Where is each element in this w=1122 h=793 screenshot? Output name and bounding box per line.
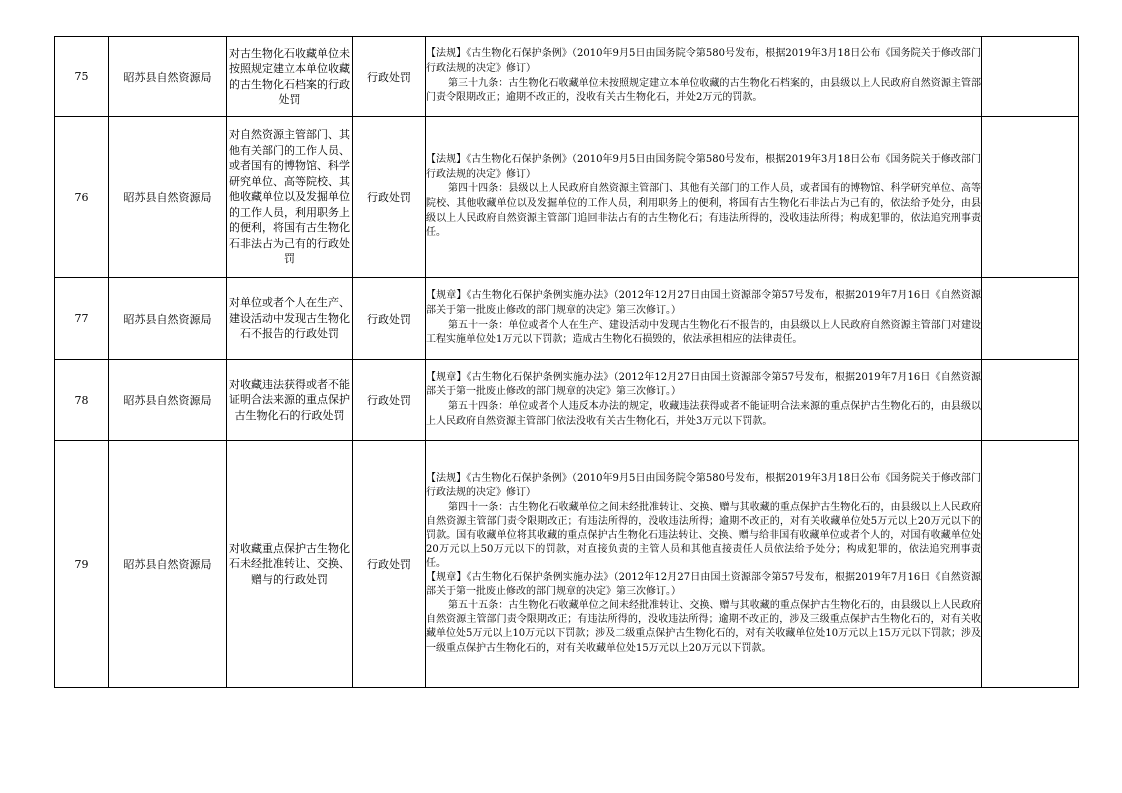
table-row: [55, 37, 1079, 117]
item-type-cell: 行政处罚: [353, 37, 426, 117]
department-cell: 昭苏县自然资源局: [109, 278, 227, 360]
basis-article: 第五十一条：单位或者个人在生产、建设活动中发现古生物化石不报告的，由县级以上人民政府自然资源主管部门对建设工程实施单位处1万元以下罚款；造成古生物化石损毁的，依法承担相应的法律责任。: [426, 319, 981, 346]
basis-source: 【法规】《古生物化石保护条例》（2010年9月5日由国务院令第580号发布，根据2019年3月18日公布《国务院关于修改部门行政法规的决定》修订）: [426, 473, 981, 499]
department-cell: 昭苏县自然资源局: [109, 37, 227, 117]
row-number: 77: [55, 278, 109, 360]
penalty-table: [54, 36, 1079, 688]
item-name-cell: 对收藏违法获得或者不能证明合法来源的重点保护古生物化石的行政处罚: [227, 360, 353, 441]
table-row: [55, 278, 1079, 360]
item-type-cell: 行政处罚: [353, 441, 426, 688]
note-cell: [982, 441, 1079, 688]
note-cell: [982, 278, 1079, 360]
department-cell: 昭苏县自然资源局: [109, 360, 227, 441]
table-row: [55, 441, 1079, 688]
department-cell: 昭苏县自然资源局: [109, 117, 227, 278]
row-number: 79: [55, 441, 109, 688]
item-name-cell: 对自然资源主管部门、其他有关部门的工作人员、或者国有的博物馆、科学研究单位、高等院校、其他收藏单位以及发掘单位的工作人员，利用职务上的便利，将国有古生物化石非法占为己有的行政处罚: [227, 117, 353, 278]
basis-source: 【规章】《古生物化石保护条例实施办法》（2012年12月27日由国土资源部令第57号发布，根据2019年7月16日《自然资源部关于第一批废止修改的部门规章的决定》第三次修订。）: [426, 371, 981, 398]
legal-basis-cell: [426, 441, 982, 688]
legal-basis-cell: [426, 37, 982, 117]
department-cell: 昭苏县自然资源局: [109, 441, 227, 688]
row-number: 78: [55, 360, 109, 441]
row-number: 75: [55, 37, 109, 117]
basis-source: 【法规】《古生物化石保护条例》（2010年9月5日由国务院令第580号发布，根据2019年3月18日公布《国务院关于修改部门行政法规的决定》修订）: [426, 48, 981, 74]
basis-source: 【法规】《古生物化石保护条例》（2010年9月5日由国务院令第580号发布，根据2019年3月18日公布《国务院关于修改部门行政法规的决定》修订）: [426, 154, 981, 180]
basis-article: 第四十一条：古生物化石收藏单位之间未经批准转让、交换、赠与其收藏的重点保护古生物化石的，由县级以上人民政府自然资源主管部门责令限期改正；有违法所得的，没收违法所得；逾期不改正的，对有关收藏单位处5万元以上20万元以下的罚款。国有收藏单位将其收藏的重点保护古生物化石违法转让、交换、赠与给非国有收藏单位或者个人的，对国有收藏单位处20万元以上50万元以下的罚款，对直接负责的主管人员和其他直接责任人员依法给予处分；构成犯罪的，依法追究刑事责任。: [426, 501, 981, 569]
table-row: [55, 360, 1079, 441]
item-name-cell: 对收藏重点保护古生物化石未经批准转让、交换、赠与的行政处罚: [227, 441, 353, 688]
row-number: 76: [55, 117, 109, 278]
legal-basis-cell: [426, 117, 982, 278]
table-row: [55, 117, 1079, 278]
note-cell: [982, 360, 1079, 441]
basis-article: 第五十五条：古生物化石收藏单位之间未经批准转让、交换、赠与其收藏的重点保护古生物化石的，由县级以上人民政府自然资源主管部门责令限期改正；有违法所得的，没收违法所得；逾期不改正的，涉及三级重点保护古生物化石的，对有关收藏单位处5万元以上10万元以下罚款；涉及二级重点保护古生物化石的，对有关收藏单位处10万元以上15万元以下罚款；涉及一级重点保护古生物化石的，对有关收藏单位处15万元以上20万元以下罚款。: [426, 600, 981, 654]
item-type-cell: 行政处罚: [353, 117, 426, 278]
legal-basis-cell: [426, 360, 982, 441]
note-cell: [982, 117, 1079, 278]
basis-source: 【规章】《古生物化石保护条例实施办法》（2012年12月27日由国土资源部令第57号发布，根据2019年7月16日《自然资源部关于第一批废止修改的部门规章的决定》第三次修订。）: [426, 572, 981, 598]
item-type-cell: 行政处罚: [353, 278, 426, 360]
basis-article: 第三十九条：古生物化石收藏单位未按照规定建立本单位收藏的古生物化石档案的，由县级以上人民政府自然资源主管部门责令限期改正；逾期不改正的，没收有关古生物化石，并处2万元的罚款。: [426, 77, 981, 104]
legal-basis-cell: [426, 278, 982, 360]
basis-article: 第五十四条：单位或者个人违反本办法的规定，收藏违法获得或者不能证明合法来源的重点保护古生物化石的，由县级以上人民政府自然资源主管部门依法没收有关古生物化石，并处3万元以下罚款。: [426, 401, 981, 427]
item-name-cell: 对古生物化石收藏单位未按照规定建立本单位收藏的古生物化石档案的行政处罚: [227, 37, 353, 117]
item-name-cell: 对单位或者个人在生产、建设活动中发现古生物化石不报告的行政处罚: [227, 278, 353, 360]
item-type-cell: 行政处罚: [353, 360, 426, 441]
basis-article: 第四十四条：县级以上人民政府自然资源主管部门、其他有关部门的工作人员，或者国有的博物馆、科学研究单位、高等院校、其他收藏单位以及发掘单位的工作人员，利用职务上的便利，将国有古生物化石非法占为己有的，依法给予处分，由县级以上人民政府自然资源主管部门追回非法占有的古生物化石；有违法所得的，没收违法所得；构成犯罪的，依法追究刑事责任。: [426, 183, 981, 239]
basis-source: 【规章】《古生物化石保护条例实施办法》（2012年12月27日由国土资源部令第57号发布，根据2019年7月16日《自然资源部关于第一批废止修改的部门规章的决定》第三次修订。）: [426, 290, 981, 316]
note-cell: [982, 37, 1079, 117]
